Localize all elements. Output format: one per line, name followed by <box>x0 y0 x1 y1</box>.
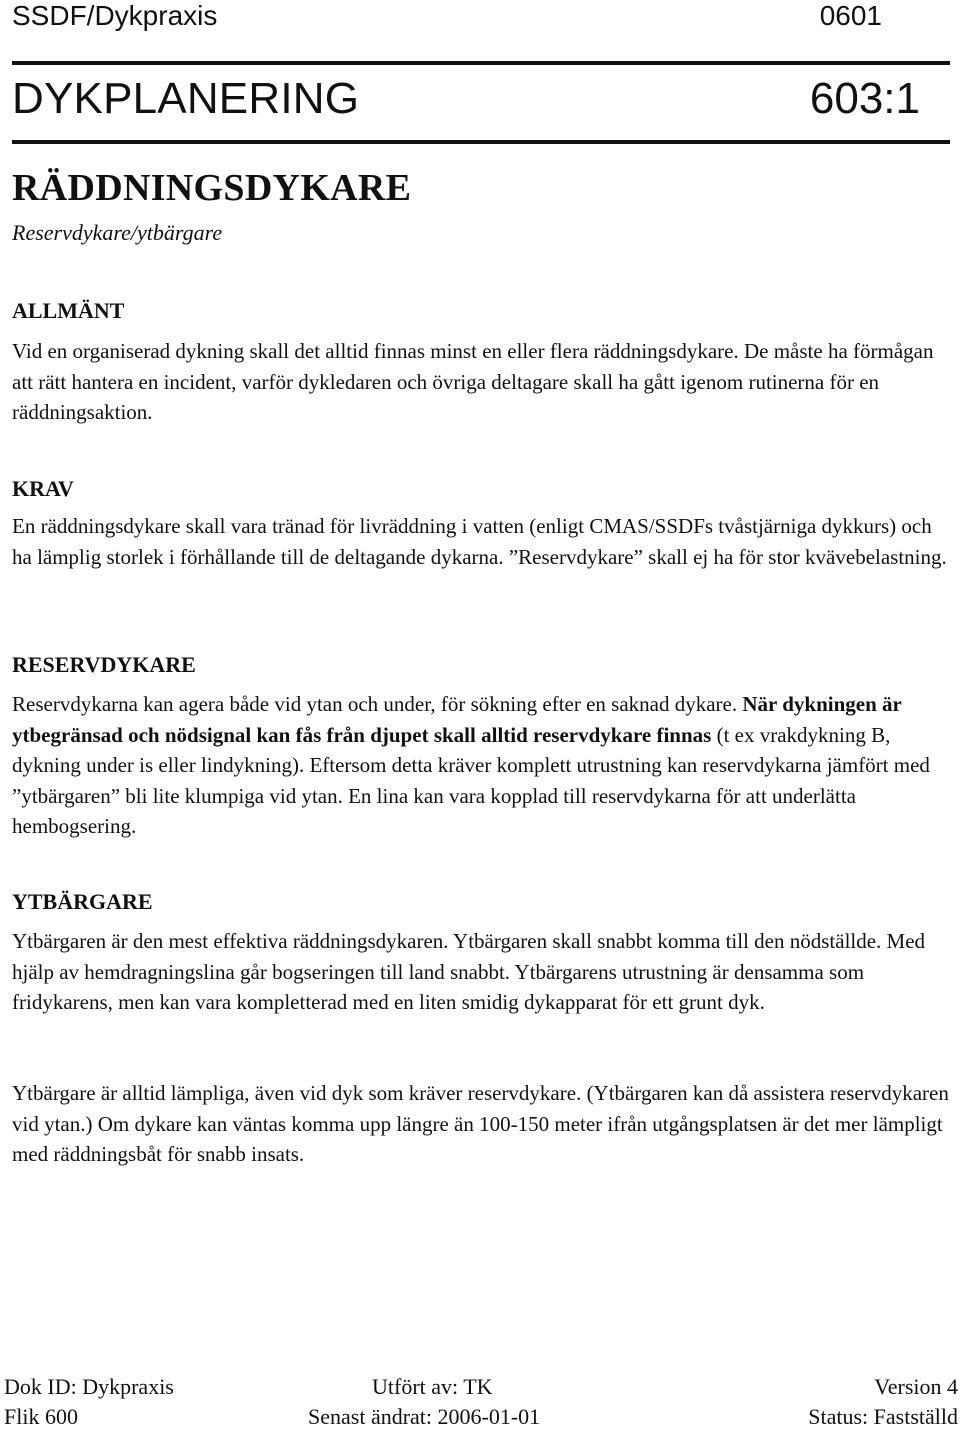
section-text-ytbargare-2: Ytbärgare är alltid lämpliga, även vid dyk som kräver reservdykare. (Ytbärgaren kan då assistera reservdykaren vid ytan.) Om dykare kan väntas komma upp längre än 100-150 meter ifrån utgångsplatsen är det mer lämpligt med räddningsbåt för snabb insats. <box>12 1081 949 1166</box>
main-title: DYKPLANERING <box>12 74 360 123</box>
section-heading-allmant: ALLMÄNT <box>12 298 125 323</box>
section-heading-reservdykare: RESERVDYKARE <box>12 652 196 677</box>
footer-last-changed: Senast ändrat: 2006-01-01 <box>308 1404 541 1429</box>
section-heading-ytbargare: YTBÄRGARE <box>12 889 153 914</box>
section-text-ytbargare: Ytbärgaren är den mest effektiva räddningsdykaren. Ytbärgaren skall snabbt komma till den nödställde. Med hjälp av hemdragningslina går bogseringen till land snabbt. Ytbärgarens utrustning är densamma som fridykarens, men kan vara kompletterad med en liten smidig dykapparat för ett grunt dyk. <box>12 929 926 1014</box>
section-text-allmant: Vid en organiserad dykning skall det alltid finnas minst en eller flera räddningsdykare. De måste ha förmågan att rätt hantera en incident, varför dykledaren och övriga deltagare skall ha gått igenom rutinerna för en räddningsaktion. <box>12 339 934 424</box>
document-code: 0601 <box>819 0 882 31</box>
section-text-krav: En räddningsdykare skall vara tränad för livräddning i vatten (enligt CMAS/SSDFs tvåstjärniga dykkurs) och ha lämplig storlek i förhållande till de deltagande dykarna. ”Reservdykare” skall ej ha för stor kvävebelastning. <box>12 514 947 569</box>
footer-tab: Flik 600 <box>4 1404 78 1429</box>
section-text-reservdykare-emphasis: När dykningen är ytbegränsad och nödsignal kan fås från djupet skall alltid reservdykare finnas <box>12 692 902 747</box>
org-section-label: SSDF/Dykpraxis <box>12 0 218 31</box>
header-divider-top <box>12 61 950 65</box>
page-title: RÄDDNINGSDYKARE <box>12 167 412 209</box>
footer-status: Status: Fastställd <box>808 1404 958 1429</box>
page-subtitle: Reservdykare/ytbärgare <box>12 220 223 245</box>
section-text-reservdykare-part2: (t ex vrakdykning B, dykning under is eller lindykning). Eftersom detta kräver komplett utrustning kan reservdykarna jämfört med ”ytbärgaren” bli lite klumpiga vid ytan. En lina kan vara kopplad till reservdykarna för att underlätta hembogsering. <box>12 722 930 838</box>
section-heading-krav: KRAV <box>12 476 74 501</box>
section-text-reservdykare <box>12 689 952 842</box>
footer-performed-by: Utfört av: TK <box>372 1374 493 1399</box>
header-divider-bottom <box>12 140 950 144</box>
section-text-reservdykare-part1: Reservdykarna kan agera både vid ytan och under, för sökning efter en saknad dykare. <box>12 692 743 716</box>
footer-doc-id: Dok ID: Dykpraxis <box>4 1374 174 1399</box>
footer-version: Version 4 <box>874 1374 958 1399</box>
document-number: 603:1 <box>809 74 920 123</box>
